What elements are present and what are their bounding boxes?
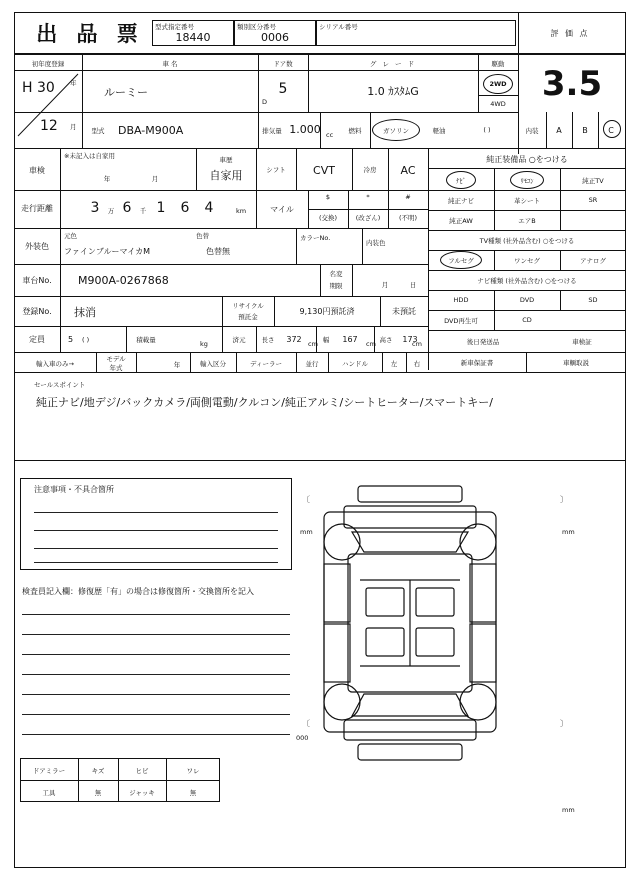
interior-b: B bbox=[582, 125, 588, 135]
handle-right: 右 bbox=[413, 359, 421, 368]
unknown-sub: (不明) bbox=[398, 214, 418, 222]
eq-airbag: エアB bbox=[518, 216, 536, 225]
eq-l3 bbox=[428, 210, 626, 211]
eq-fullseg-circle bbox=[440, 251, 482, 269]
eq-genuine-aw: 純正AW bbox=[449, 216, 473, 225]
name-change-day: 日 bbox=[409, 280, 417, 289]
score-value: 3.5 bbox=[541, 64, 603, 104]
tamper-mark: * bbox=[366, 192, 370, 201]
orig-color-label: 元色 bbox=[64, 232, 77, 240]
eq-l7 bbox=[428, 290, 626, 291]
caution-line-1 bbox=[34, 512, 278, 513]
interior-c: C bbox=[608, 125, 614, 135]
new-car-warranty: 新車保証書 bbox=[460, 358, 494, 367]
parallel-label: 並行 bbox=[305, 359, 319, 368]
eq-dvd-play: DVD再生可 bbox=[444, 316, 478, 325]
history-label: 車歴 bbox=[219, 155, 233, 164]
vehicle-manual: 車輌取説 bbox=[563, 358, 589, 367]
damage-mid bbox=[20, 780, 220, 781]
eq-l4 bbox=[428, 230, 626, 231]
eq-l1 bbox=[428, 168, 626, 169]
door-sub: D bbox=[262, 98, 268, 106]
inspector-line-1 bbox=[22, 614, 290, 615]
diagram-bracket-tr: 〕 bbox=[560, 495, 568, 504]
grade-label: グ レ ー ド bbox=[369, 59, 417, 68]
disp-unit: cc bbox=[326, 131, 334, 139]
fuel-diesel: 軽油 bbox=[432, 126, 446, 135]
damage-c2: 無 bbox=[94, 788, 102, 797]
ac-value: AC bbox=[400, 163, 416, 177]
first-reg-month-unit: 月 bbox=[70, 123, 77, 131]
shaken-year-unit: 年 bbox=[103, 174, 111, 183]
sales-point-label: セールスポイント bbox=[34, 380, 86, 389]
damage-h4: ワレ bbox=[186, 766, 200, 775]
eq-shaken-cert: 車検証 bbox=[572, 337, 592, 346]
row1-top bbox=[14, 54, 626, 55]
repaint-value: 色替無 bbox=[206, 246, 230, 256]
r9-v2 bbox=[136, 352, 137, 372]
row9-bottom bbox=[14, 372, 626, 373]
row1-bottom bbox=[14, 112, 518, 113]
eq-l8 bbox=[428, 310, 626, 311]
height-value: 173 bbox=[402, 334, 418, 344]
shift-label: シフト bbox=[266, 165, 286, 174]
r6-v1 bbox=[60, 264, 61, 296]
reg-value: 抹消 bbox=[74, 306, 96, 319]
seats-unit: ( ) bbox=[82, 336, 90, 344]
chassis-label: 車台No. bbox=[22, 275, 52, 285]
eq-l9 bbox=[428, 330, 626, 331]
mileage-label: 走行距離 bbox=[21, 203, 53, 213]
height-cm: cm bbox=[412, 340, 422, 348]
inspector-line-2 bbox=[22, 634, 290, 635]
type-cert-label: 型式指定番号 bbox=[155, 22, 194, 31]
r5-v1 bbox=[60, 228, 61, 264]
car-diagram bbox=[300, 476, 600, 766]
caution-line-3 bbox=[34, 548, 278, 549]
damage-c4: 無 bbox=[189, 788, 197, 797]
model-value: DBA-M900A bbox=[118, 123, 184, 137]
nav-type-label: ナビ種類 (社外品含む) ○をつける bbox=[477, 276, 577, 285]
inspector-label: 検査員記入欄：修復歴「有」の場合は修復箇所・交換箇所を記入 bbox=[22, 586, 254, 596]
interior-label: 内装 bbox=[525, 126, 539, 135]
shift-value: CVT bbox=[313, 163, 335, 177]
eq-l10 bbox=[428, 352, 626, 353]
mileage-d2: 6 bbox=[122, 200, 132, 216]
drive-label: 駆動 bbox=[491, 59, 505, 68]
mileage-km: km bbox=[236, 207, 247, 215]
carname-value: ルーミー bbox=[104, 86, 148, 99]
eq-leather-seat: 革シート bbox=[514, 196, 540, 205]
seats-label: 定員 bbox=[29, 334, 45, 344]
length-label: 長さ bbox=[261, 335, 275, 344]
eq-remote: ﾘﾓｺﾝ bbox=[520, 176, 534, 185]
row6-bottom bbox=[14, 296, 428, 297]
damage-c1: 工具 bbox=[42, 788, 56, 797]
diagram-bracket-br: 〕 bbox=[560, 719, 568, 728]
damage-h3: ヒビ bbox=[135, 766, 149, 775]
seats-value: 5 bbox=[68, 334, 74, 344]
row5-bottom bbox=[14, 264, 428, 265]
unknown-mark: # bbox=[405, 192, 411, 201]
diagram-bracket-bl: 〔 bbox=[302, 719, 310, 728]
length-value: 372 bbox=[286, 334, 302, 344]
interior-c-circle bbox=[603, 120, 621, 138]
caution-label: 注意事項・不具合箇所 bbox=[34, 484, 114, 494]
sales-point-text: 純正ナビ/地デジ/バックカメラ/両側電動/クルコン/純正アルミ/シートヒーター/スマートキー/ bbox=[36, 396, 493, 409]
caution-line-2 bbox=[34, 530, 278, 531]
model-year-l1: モデル bbox=[106, 354, 126, 363]
sales-bottom bbox=[14, 460, 626, 461]
load-label: 積載量 bbox=[136, 335, 156, 344]
eq-analog: アナログ bbox=[580, 256, 606, 265]
history-value: 自家用 bbox=[209, 169, 243, 182]
fuel-label: 燃料 bbox=[348, 126, 362, 135]
disp-value: 1.000 bbox=[289, 122, 321, 136]
page-title: 出 品 票 bbox=[36, 22, 144, 46]
inspector-line-6 bbox=[22, 714, 290, 715]
length-cm: cm bbox=[308, 340, 318, 348]
shaken-note: ※未記入は自家用 bbox=[64, 151, 115, 160]
import-class-label: 輸入区分 bbox=[200, 359, 226, 368]
caution-line-4 bbox=[34, 562, 278, 563]
row7-bottom bbox=[14, 326, 428, 327]
model-year-l2: 年式 bbox=[109, 363, 123, 372]
r5-v3 bbox=[362, 228, 363, 264]
load-unit: kg bbox=[200, 340, 208, 348]
eq-sunroof: SR bbox=[588, 196, 598, 204]
r2-v4 bbox=[370, 112, 371, 148]
damage-c3: ジャッキ bbox=[129, 788, 155, 797]
drive-mid bbox=[478, 95, 518, 96]
tamper-sub: (改ざん) bbox=[355, 214, 381, 222]
r4-mark-mid bbox=[308, 209, 428, 210]
width-value: 167 bbox=[342, 334, 358, 344]
type-cert-value: 18440 bbox=[175, 31, 211, 44]
orig-color-value: ファインブルーマイカM bbox=[64, 246, 151, 256]
tv-type-label: TV種類 (社外品含む) ○をつける bbox=[479, 236, 575, 245]
inspector-line-4 bbox=[22, 674, 290, 675]
score-label: 評 価 点 bbox=[550, 28, 590, 38]
genuine-equip-label: 純正装備品 ○をつける bbox=[486, 154, 568, 164]
handle-left: 左 bbox=[390, 359, 398, 368]
row8-bottom bbox=[14, 352, 428, 353]
recycle-value: 9,130円預託済 bbox=[299, 306, 355, 316]
damage-h2: キズ bbox=[91, 766, 105, 775]
name-change-l1: 名変 bbox=[329, 270, 343, 278]
r6-v3 bbox=[352, 264, 353, 296]
inspector-line-7 bbox=[22, 734, 290, 735]
door-value: 5 bbox=[278, 81, 288, 97]
diagram-mm-br: mm bbox=[562, 806, 575, 814]
fuel-gasoline: ガソリン bbox=[383, 126, 409, 135]
recycle-unpaid: 未預託 bbox=[392, 306, 416, 316]
eq-sd: SD bbox=[588, 296, 598, 304]
first-reg-year: H 30 bbox=[22, 80, 55, 96]
first-reg-label: 初年度登録 bbox=[31, 59, 65, 68]
handle-label: ハンドル bbox=[342, 359, 368, 368]
mileage-d1: 3 bbox=[90, 200, 100, 216]
model-year-unit: 年 bbox=[173, 360, 181, 369]
drive-2wd-label: 2WD bbox=[489, 80, 507, 88]
name-change-month: 月 bbox=[381, 280, 389, 289]
grade-value: 1.0 ｶｽﾀﾑG bbox=[367, 85, 419, 98]
header-sep-1 bbox=[518, 12, 519, 54]
r5-v2 bbox=[296, 228, 297, 264]
dealer-label: ディーラー bbox=[250, 359, 282, 368]
r7-v1 bbox=[60, 296, 61, 326]
eq-l6 bbox=[428, 270, 626, 271]
inspect-label: 済元 bbox=[232, 335, 246, 344]
width-cm: cm bbox=[366, 340, 376, 348]
eq-oneseg: ワンセグ bbox=[514, 256, 540, 265]
first-reg-month: 12 bbox=[40, 118, 58, 134]
color-no-label: カラーNo. bbox=[300, 234, 331, 242]
r1-subhdr bbox=[82, 70, 518, 71]
eq-fullseg: フルセグ bbox=[448, 256, 474, 265]
interior-color-label: 内装色 bbox=[366, 238, 386, 247]
r8-v1 bbox=[60, 326, 61, 352]
repaint-label: 色替 bbox=[196, 232, 209, 240]
fuel-other: ( ) bbox=[483, 126, 491, 134]
diagram-mm-tr: mm bbox=[562, 528, 575, 536]
width-label: 幅 bbox=[322, 335, 330, 344]
mileage-d5: 4 bbox=[204, 200, 214, 216]
shaken-month-unit: 月 bbox=[151, 174, 159, 183]
eq-genuine-tv: 純正TV bbox=[582, 176, 604, 185]
ac-label: 冷房 bbox=[363, 165, 377, 174]
recycle-l2: 預託金 bbox=[238, 313, 258, 321]
drive-4wd-label: 4WD bbox=[490, 100, 506, 108]
row4-bottom bbox=[14, 228, 428, 229]
disp-label: 排気量 bbox=[262, 126, 282, 135]
later-ship-label: 後日発送品 bbox=[466, 337, 500, 346]
class-value: 0006 bbox=[261, 31, 289, 44]
inspector-line-5 bbox=[22, 694, 290, 695]
diagram-zero-bl: 000 bbox=[296, 734, 309, 742]
mile-label: マイル bbox=[270, 204, 294, 214]
chassis-value: M900A-0267868 bbox=[78, 273, 169, 287]
reg-label: 登録No. bbox=[22, 306, 52, 316]
height-label: 高さ bbox=[379, 335, 393, 344]
eq-top bbox=[428, 148, 626, 149]
mileage-u2: 千 bbox=[139, 206, 147, 215]
import-label: 輸入車のみ→ bbox=[36, 359, 74, 368]
name-change-l2: 期限 bbox=[329, 282, 343, 290]
fuel-gasoline-circle bbox=[372, 119, 420, 141]
eq-l2 bbox=[428, 190, 626, 191]
eq-genuine-navi: 純正ナビ bbox=[448, 196, 474, 205]
eq-navi: ﾅﾋﾞ bbox=[456, 176, 466, 185]
eq-hdd: HDD bbox=[453, 296, 469, 304]
diagram-bracket-tl: 〔 bbox=[302, 495, 310, 504]
damage-h1: ドアミラー bbox=[32, 766, 66, 775]
replace-mark: $ bbox=[325, 192, 331, 201]
replace-sub: (交換) bbox=[318, 214, 338, 222]
door-label: ドア数 bbox=[273, 59, 293, 68]
recycle-l1: リサイクル bbox=[232, 302, 264, 310]
carname-label: 車 名 bbox=[162, 59, 178, 68]
shaken-label: 車検 bbox=[29, 165, 45, 175]
serial-value bbox=[316, 30, 516, 45]
eq-cd: CD bbox=[522, 316, 532, 324]
r3-v1 bbox=[60, 148, 61, 190]
model-label: 型式 bbox=[91, 126, 105, 135]
mileage-d4: 6 bbox=[180, 200, 190, 216]
diagram-mm-tl: mm bbox=[300, 528, 313, 536]
mileage-d3: 1 bbox=[156, 200, 166, 216]
class-label: 類別区分番号 bbox=[237, 22, 276, 31]
interior-a: A bbox=[556, 125, 562, 135]
eq-navi-circle bbox=[446, 171, 476, 189]
inspector-line-3 bbox=[22, 654, 290, 655]
eq-dvd: DVD bbox=[519, 296, 535, 304]
first-reg-year-unit: 年 bbox=[70, 79, 77, 87]
mileage-u1: 万 bbox=[107, 206, 115, 215]
exterior-label: 外装色 bbox=[25, 241, 49, 251]
serial-label: シリアル番号 bbox=[319, 22, 358, 31]
r4-v1 bbox=[60, 190, 61, 228]
eq-remote-circle bbox=[510, 171, 544, 189]
